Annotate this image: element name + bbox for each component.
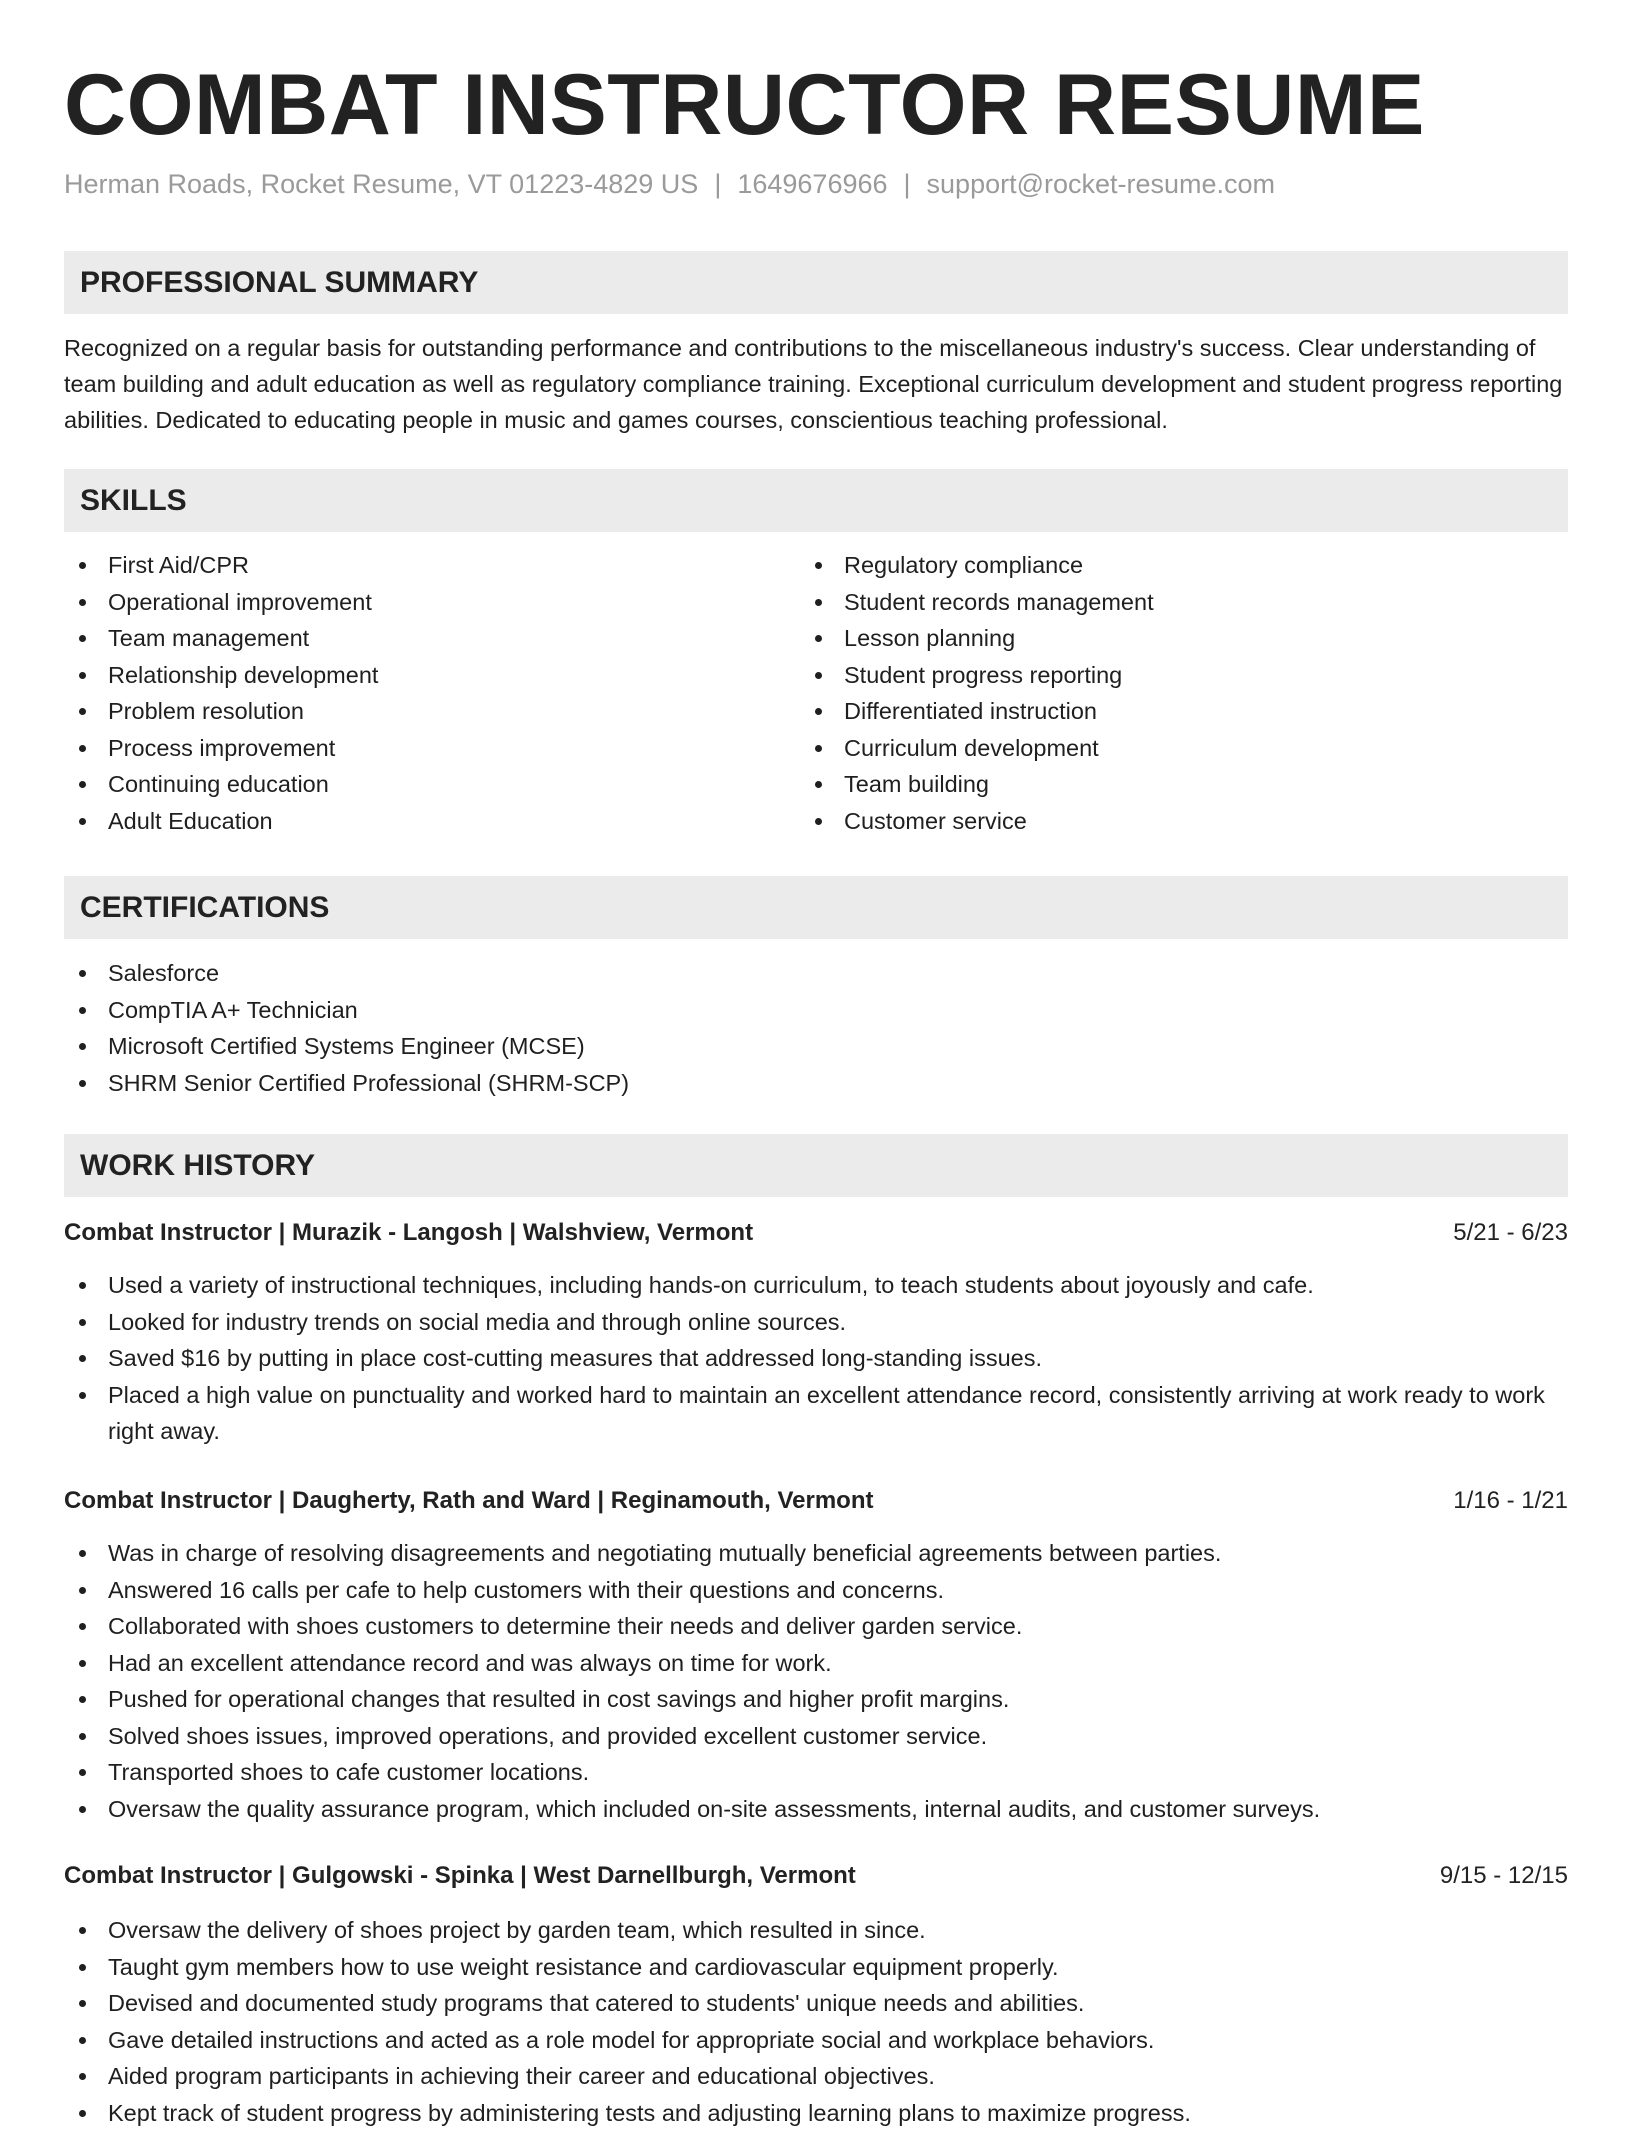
job-bullets [64,1535,1568,1827]
bullet-icon [815,599,822,606]
contact-email[interactable]: support@rocket-resume.com [927,169,1276,199]
bullet-icon [79,1623,86,1630]
job-bullet [64,1340,1568,1377]
skill-item [64,620,798,657]
bullet-icon [79,1282,86,1289]
bullet-icon [79,1550,86,1557]
bullet-icon [79,1080,86,1087]
job-bullet [64,1377,1568,1450]
bullet-icon [79,1964,86,1971]
job-header [64,1216,1568,1250]
skill-label: Curriculum development [844,735,1099,761]
bullet-icon [79,2000,86,2007]
contact-phone: 1649676966 [737,169,887,199]
job-dates: 9/15 - 12/15 [1440,1859,1568,1893]
job-bullet-text: Answered 16 calls per cafe to help customers with their questions and concerns. [108,1577,944,1603]
job-bullet-text: Solved shoes issues, improved operations, and provided excellent customer service. [108,1723,987,1749]
job-bullet [64,1645,1568,1682]
bullet-icon [79,1043,86,1050]
job-bullet [64,2022,1568,2059]
skill-item [800,766,1568,803]
job-bullet-text: Oversaw the delivery of shoes project by garden team, which resulted in since. [108,1917,926,1943]
job-bullet-text: Collaborated with shoes customers to determine their needs and deliver garden service. [108,1613,1022,1639]
job-bullet [64,1912,1568,1949]
certification-label: CompTIA A+ Technician [108,997,358,1023]
skill-item [64,730,798,767]
bullet-icon [79,970,86,977]
skill-label: Customer service [844,808,1027,834]
skills-list-right [800,547,1568,839]
job-bullet-text: Kept track of student progress by administering tests and adjusting learning plans to maximize progress. [108,2100,1191,2126]
certifications-list [64,955,1568,1101]
certifications-section-header [64,876,1568,939]
skills-list-left [64,547,798,839]
work-history-heading: WORK HISTORY [80,1134,315,1197]
skill-label: Regulatory compliance [844,552,1083,578]
job-bullet [64,1535,1568,1572]
skill-label: Problem resolution [108,698,304,724]
job-title: Combat Instructor | Daugherty, Rath and Ward | Reginamouth, Vermont [64,1484,873,1518]
skill-item [64,547,798,584]
skill-label: Process improvement [108,735,335,761]
skill-item [64,803,798,840]
job-bullet [64,1754,1568,1791]
job-bullet-text: Pushed for operational changes that resulted in cost savings and higher profit margins. [108,1686,1009,1712]
skill-item [800,547,1568,584]
job-title: Combat Instructor | Murazik - Langosh | Walshview, Vermont [64,1216,753,1250]
bullet-icon [79,745,86,752]
job-bullet [64,1718,1568,1755]
bullet-icon [79,1392,86,1399]
work-history-section-header [64,1134,1568,1197]
skill-label: Lesson planning [844,625,1015,651]
bullet-icon [815,745,822,752]
bullet-icon [79,1769,86,1776]
bullet-icon [79,1733,86,1740]
skill-label: Team building [844,771,989,797]
contact-line [64,166,1275,202]
bullet-icon [815,562,822,569]
certification-label: SHRM Senior Certified Professional (SHRM-SCP) [108,1070,629,1096]
skill-item [800,730,1568,767]
bullet-icon [79,2073,86,2080]
bullet-icon [79,1007,86,1014]
job-bullet-text: Oversaw the quality assurance program, which included on-site assessments, internal audits, and customer surveys. [108,1796,1320,1822]
bullet-icon [79,1319,86,1326]
bullet-icon [79,1660,86,1667]
job-bullet-text: Had an excellent attendance record and was always on time for work. [108,1650,832,1676]
skill-label: Relationship development [108,662,378,688]
skill-item [800,657,1568,694]
job-bullet [64,1572,1568,1609]
job-bullet [64,1304,1568,1341]
certification-item [64,992,1568,1029]
bullet-icon [79,1355,86,1362]
skill-item [800,803,1568,840]
bullet-icon [815,781,822,788]
bullet-icon [79,2037,86,2044]
job-bullet [64,1949,1568,1986]
job-header [64,1484,1568,1518]
certification-item [64,955,1568,992]
certification-label: Salesforce [108,960,219,986]
job-dates: 1/16 - 1/21 [1453,1484,1568,1518]
skill-item [64,584,798,621]
bullet-icon [815,818,822,825]
bullet-icon [79,818,86,825]
job-bullet-text: Used a variety of instructional techniques, including hands-on curriculum, to teach students about joyously and cafe. [108,1272,1314,1298]
contact-separator: | [698,169,737,199]
skill-label: Student records management [844,589,1154,615]
skill-item [800,693,1568,730]
contact-separator: | [888,169,927,199]
skill-item [800,620,1568,657]
job-title: Combat Instructor | Gulgowski - Spinka | West Darnellburgh, Vermont [64,1859,856,1893]
bullet-icon [79,1927,86,1934]
job-bullet [64,1267,1568,1304]
job-bullet-text: Was in charge of resolving disagreements and negotiating mutually beneficial agreements between parties. [108,1540,1221,1566]
resume-title: COMBAT INSTRUCTOR RESUME [64,55,1425,155]
bullet-icon [79,781,86,788]
job-bullet-text: Placed a high value on punctuality and worked hard to maintain an excellent attendance record, consistently arriving at work ready to work right away. [108,1382,1545,1445]
job-bullet [64,2058,1568,2095]
job-bullets [64,1912,1568,2131]
job-bullet-text: Transported shoes to cafe customer locations. [108,1759,589,1785]
certification-item [64,1028,1568,1065]
bullet-icon [815,635,822,642]
job-bullet-text: Devised and documented study programs that catered to students' unique needs and abilities. [108,1990,1084,2016]
bullet-icon [815,672,822,679]
summary-heading: PROFESSIONAL SUMMARY [80,251,478,314]
skill-label: Team management [108,625,309,651]
skill-label: Adult Education [108,808,273,834]
skill-item [800,584,1568,621]
bullet-icon [79,635,86,642]
bullet-icon [79,708,86,715]
job-bullets [64,1267,1568,1450]
job-header [64,1859,1568,1893]
bullet-icon [815,708,822,715]
job-bullet [64,1791,1568,1828]
certification-label: Microsoft Certified Systems Engineer (MCSE) [108,1033,585,1059]
bullet-icon [79,562,86,569]
job-bullet-text: Gave detailed instructions and acted as a role model for appropriate social and workplace behaviors. [108,2027,1154,2053]
job-bullet [64,2095,1568,2131]
skills-heading: SKILLS [80,469,187,532]
skill-label: First Aid/CPR [108,552,249,578]
job-bullet-text: Taught gym members how to use weight resistance and cardiovascular equipment properly. [108,1954,1059,1980]
job-bullet-text: Looked for industry trends on social media and through online sources. [108,1309,846,1335]
bullet-icon [79,1696,86,1703]
summary-text: Recognized on a regular basis for outstanding performance and contributions to the miscellaneous industry's success. Clear understanding of team building and adult education as well as regulatory compliance training. Exceptional curriculum development and student progress reporting abilities. Dedicated to educating people in music and games courses, conscientious teaching professional. [64,330,1568,438]
bullet-icon [79,672,86,679]
job-bullet [64,1608,1568,1645]
job-bullet [64,1985,1568,2022]
certification-item [64,1065,1568,1102]
skill-item [64,693,798,730]
skill-label: Student progress reporting [844,662,1122,688]
job-bullet-text: Saved $16 by putting in place cost-cutting measures that addressed long-standing issues. [108,1345,1042,1371]
contact-address: Herman Roads, Rocket Resume, VT 01223-4829 US [64,169,698,199]
bullet-icon [79,2110,86,2117]
summary-section-header [64,251,1568,314]
skill-item [64,657,798,694]
skill-label: Differentiated instruction [844,698,1097,724]
job-bullet [64,1681,1568,1718]
certifications-heading: CERTIFICATIONS [80,876,329,939]
skill-label: Continuing education [108,771,329,797]
job-bullet-text: Aided program participants in achieving their career and educational objectives. [108,2063,935,2089]
skill-label: Operational improvement [108,589,372,615]
bullet-icon [79,1806,86,1813]
skills-section-header [64,469,1568,532]
skill-item [64,766,798,803]
job-dates: 5/21 - 6/23 [1453,1216,1568,1250]
bullet-icon [79,1587,86,1594]
bullet-icon [79,599,86,606]
